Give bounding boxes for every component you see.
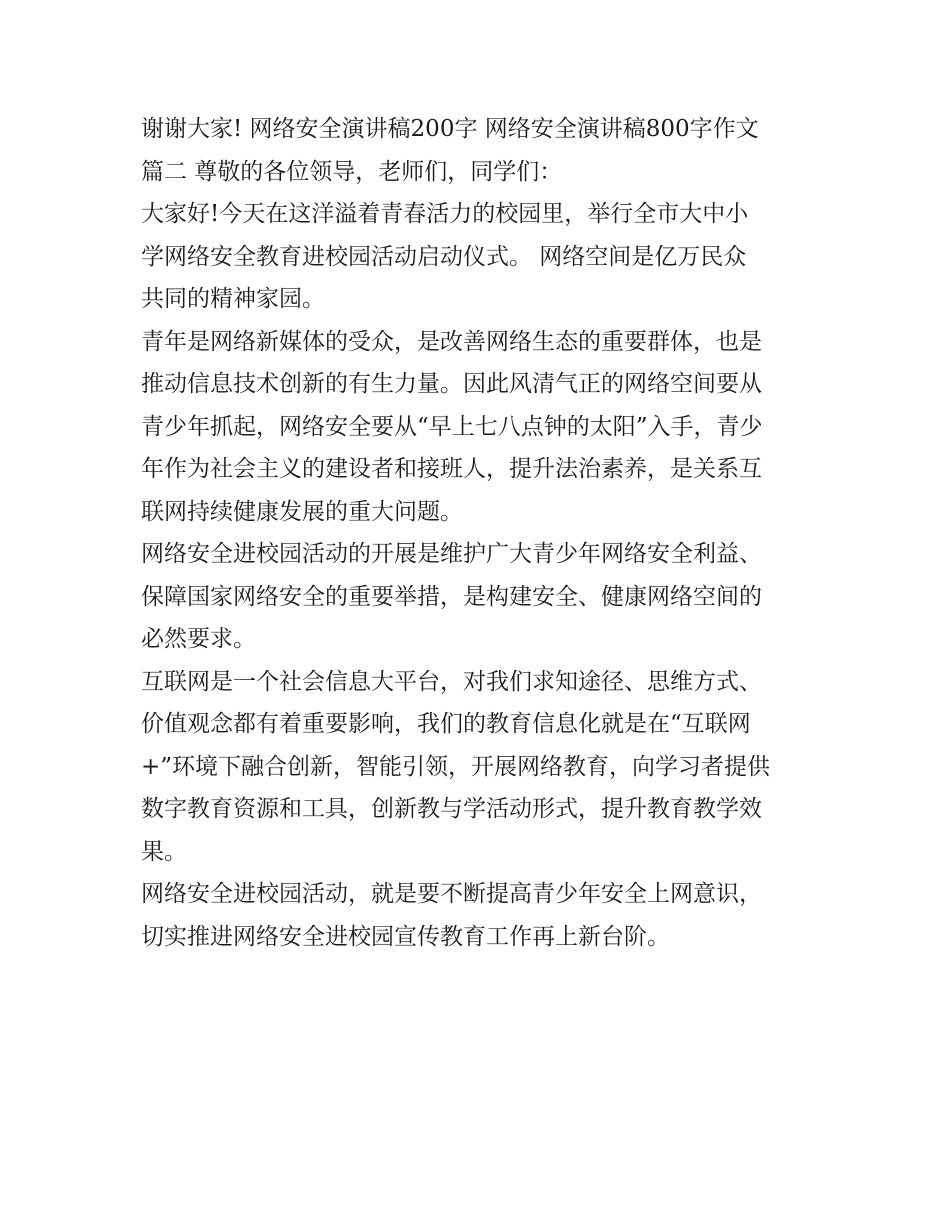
text-line: 网络安全进校园活动，就是要不断提高青少年安全上网意识， <box>141 881 762 907</box>
text-line: 共同的精神家园。 <box>141 286 325 312</box>
text-line: 数字教育资源和工具，创新教与学活动形式，提升教育教学效 <box>141 796 762 822</box>
text-line: +”环境下融合创新，智能引领，开展网络教育，向学习者提供 <box>141 753 771 780</box>
text-line: 青少年抓起，网络安全要从“早上七八点钟的太阳”入手，青少 <box>141 413 763 440</box>
text-line: 切实推进网络安全进校园宣传教育工作再上新台阶。 <box>141 923 670 950</box>
text-line: 联网持续健康发展的重大问题。 <box>141 498 463 525</box>
text-line: 互联网是一个社会信息大平台，对我们求知途径、思维方式、 <box>141 668 762 695</box>
text-line: 网络安全进校园活动的开展是维护广大青少年网络安全利益、 <box>141 541 762 567</box>
text-line: 青年是网络新媒体的受众，是改善网络生态的重要群体，也是 <box>141 328 762 355</box>
text-line: 谢谢大家! 网络安全演讲稿200字 网络安全演讲稿800字作文 <box>141 116 759 142</box>
text-line: 大家好!今天在这洋溢着青春活力的校园里，举行全市大中小 <box>141 201 749 227</box>
text-line: 推动信息技术创新的有生力量。因此风清气正的网络空间要从 <box>141 371 762 397</box>
paragraph-campus-activity <box>141 533 816 661</box>
document-body <box>141 108 816 958</box>
text-line: 果。 <box>141 838 187 865</box>
text-line: 必然要求。 <box>141 626 256 652</box>
paragraph-greeting <box>141 193 816 321</box>
text-line: 篇二 尊敬的各位领导，老师们，同学们： <box>141 158 563 185</box>
text-line: 学网络安全教育进校园活动启动仪式。 网络空间是亿万民众 <box>141 243 747 270</box>
text-line: 保障国家网络安全的重要举措，是构建安全、健康网络空间的 <box>141 583 762 610</box>
paragraph-conclusion <box>141 873 816 958</box>
paragraph-youth <box>141 321 816 534</box>
text-line: 年作为社会主义的建设者和接班人，提升法治素养，是关系互 <box>141 456 762 482</box>
paragraph-intro <box>141 108 816 193</box>
paragraph-internet <box>141 661 816 874</box>
text-line: 价值观念都有着重要影响，我们的教育信息化就是在“互联网 <box>141 711 751 737</box>
